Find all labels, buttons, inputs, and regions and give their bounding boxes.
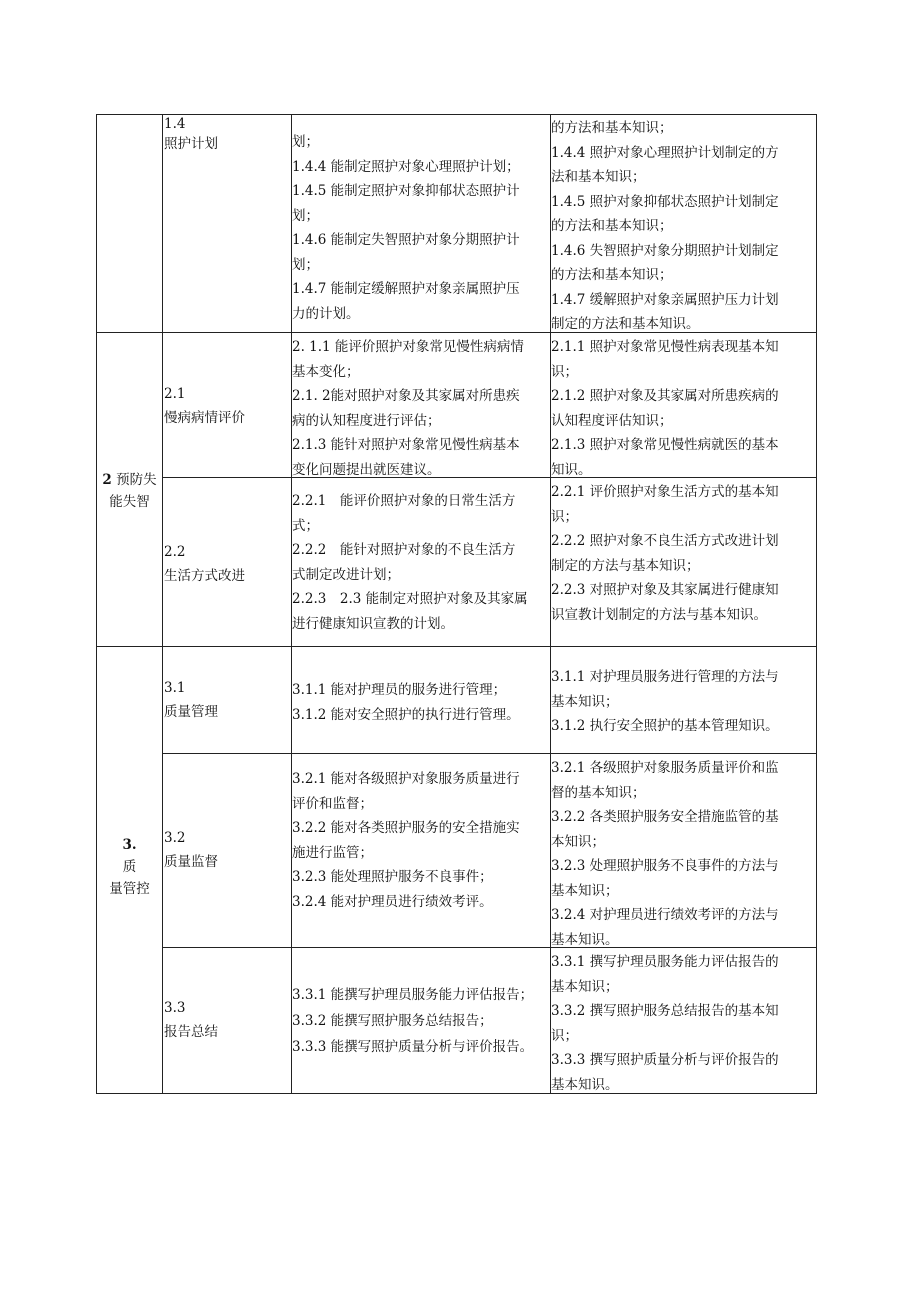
row-divider [162,753,817,754]
skill-line: 2.2.3 2.3 能制定对照护对象及其家属 [292,591,528,607]
skill-line: 3.2.1 能对各级照护对象服务质量进行 [292,771,520,787]
skill-line: 2.2.2 能针对照护对象的不良生活方 [292,542,516,558]
knowledge-line: 3.2.3 处理照护服务不良事件的方法与 [551,858,779,874]
sub-unit-name: 质量管理 [164,704,218,720]
skill-line: 变化问题提出就医建议。 [292,461,441,477]
sub-unit-number: 1.4 [164,116,186,132]
skill-line: 1.4.6 能制定失智照护对象分期照护计 [292,232,520,248]
knowledge-line: 3.3.3 撰写照护质量分析与评价报告的 [551,1052,779,1068]
skill-line: 3.1.1 能对护理员的服务进行管理； [292,682,507,698]
knowledge-line: 1.4.5 照护对象抑郁状态照护计划制定 [551,193,779,210]
skills-cell [292,489,550,636]
sub-unit-cell [163,382,291,430]
knowledge-line: 3.1.1 对护理员服务进行管理的方法与 [551,669,779,685]
domain-title-line: 量管控 [109,881,150,897]
domain-number: 3. [122,837,137,853]
sub-unit-name: 质量监督 [164,854,218,870]
skill-line: 3.2.4 能对护理员进行绩效考评。 [292,893,493,910]
knowledge-line: 1.4.6 失智照护对象分期照护计划制定 [551,242,779,259]
row-divider [162,477,817,478]
skill-line: 评价和监督； [292,795,373,812]
domain-title-line: 质 [122,859,137,875]
knowledge-cell [551,116,816,332]
skill-line: 3.2.3 能处理照护服务不良事件； [292,869,493,885]
competency-table [96,114,817,1094]
knowledge-line: 基本知识； [551,978,619,995]
skill-line: 式制定改进计划； [292,566,400,583]
knowledge-line: 制定的方法与基本知识； [551,557,700,574]
knowledge-line: 1.4.7 缓解照护对象亲属照护压力计划 [551,291,779,308]
skills-cell [292,982,550,1060]
skill-line: 力的计划。 [292,305,360,322]
skill-line: 划； [292,134,319,150]
knowledge-line: 本知识； [551,833,605,850]
knowledge-line: 2.2.3 对照护对象及其家属进行健康知 [551,582,779,598]
skills-cell [292,678,550,727]
knowledge-line: 2.1.1 照护对象常见慢性病表现基本知 [551,339,779,355]
knowledge-cell [551,480,816,627]
skill-line: 划； [292,256,319,273]
skill-line: 1.4.4 能制定照护对象心理照护计划； [292,158,520,175]
table-border-bottom [96,1093,817,1094]
skills-cell [292,767,550,914]
knowledge-line: 2.2.2 照护对象不良生活方式改进计划 [551,533,779,549]
skills-cell [292,335,550,477]
sub-unit-cell [163,676,291,724]
sub-unit-cell [163,114,291,332]
skill-line: 2.1.3 能针对照护对象常见慢性病基本 [292,437,520,453]
sub-unit-number: 3.1 [164,680,186,696]
sub-unit-cell [163,996,291,1044]
knowledge-line: 识； [551,363,578,380]
domain-title-line: 能失智 [109,494,150,510]
knowledge-cell [551,665,816,739]
skill-line: 2.2.1 能评价照护对象的日常生活方 [292,493,516,509]
skill-line: 3.3.2 能撰写照护服务总结报告； [292,1013,493,1029]
skill-line: 病的认知程度进行评估； [292,412,441,429]
table-border-left [96,114,97,1094]
knowledge-line: 基本知识。 [551,931,619,947]
domain-title-line: 2 预防失 [102,472,157,488]
knowledge-line: 1.4.4 照护对象心理照护计划制定的方 [551,144,779,161]
knowledge-line: 基本知识； [551,693,619,710]
skill-line: 进行健康知识宣教的计划。 [292,615,454,632]
knowledge-line: 的方法和基本知识； [551,267,673,283]
knowledge-line: 3.3.1 撰写护理员服务能力评估报告的 [551,954,779,970]
knowledge-line: 3.2.4 对护理员进行绩效考评的方法与 [551,907,779,923]
knowledge-line: 识； [551,508,578,525]
sub-unit-name: 报告总结 [164,1024,218,1040]
skill-line: 2. 1.1 能评价照护对象常见慢性病病情 [292,339,524,355]
sub-unit-number: 3.2 [164,830,186,846]
skill-line: 3.3.3 能撰写照护质量分析与评价报告。 [292,1039,534,1055]
knowledge-line: 基本知识。 [551,1076,619,1093]
knowledge-line: 知识。 [551,461,592,477]
knowledge-line: 2.1.2 照护对象及其家属对所患疾病的 [551,388,779,404]
domain-cell [97,834,162,900]
skill-line: 3.3.1 能撰写护理员服务能力评估报告； [292,987,534,1003]
sub-unit-name: 生活方式改进 [164,568,245,584]
knowledge-cell [551,756,816,947]
knowledge-cell [551,950,816,1093]
sub-unit-number: 3.3 [164,1000,186,1016]
knowledge-line: 识宣教计划制定的方法与基本知识。 [551,606,767,623]
sub-unit-number: 2.1 [164,386,186,402]
knowledge-line: 3.2.2 各类照护服务安全措施监管的基 [551,809,779,825]
skill-line: 1.4.7 能制定缓解照护对象亲属照护压 [292,281,520,297]
knowledge-line: 2.1.3 照护对象常见慢性病就医的基本 [551,437,779,453]
skill-line: 2.1. 2能对照护对象及其家属对所患疾 [292,388,520,404]
knowledge-line: 3.2.1 各级照护对象服务质量评价和监 [551,760,779,776]
knowledge-line: 识； [551,1027,578,1044]
skill-line: 3.1.2 能对安全照护的执行进行管理。 [292,706,520,723]
knowledge-cell [551,335,816,477]
sub-unit-cell [163,540,291,588]
skill-line: 式； [292,517,319,534]
sub-unit-name: 照护计划 [164,136,218,152]
row-divider [96,332,817,333]
knowledge-line: 基本知识； [551,882,619,899]
knowledge-line: 督的基本知识； [551,784,646,801]
sub-unit-number: 2.2 [164,544,186,560]
knowledge-line: 的方法和基本知识； [551,120,673,136]
domain-number: 2 [102,472,112,488]
domain-cell [97,469,162,513]
knowledge-line: 认知程度评估知识； [551,412,673,429]
skills-cell [292,130,550,326]
skill-line: 施进行监管； [292,844,373,861]
skill-line: 划； [292,207,319,224]
row-divider [162,947,817,948]
sub-unit-cell [163,826,291,874]
knowledge-line: 制定的方法和基本知识。 [551,316,700,332]
knowledge-line: 法和基本知识； [551,169,646,185]
knowledge-line: 3.3.2 撰写照护服务总结报告的基本知 [551,1003,779,1019]
knowledge-line: 3.1.2 执行安全照护的基本管理知识。 [551,718,779,734]
row-divider [96,646,817,647]
skill-line: 3.2.2 能对各类照护服务的安全措施实 [292,820,520,836]
sub-unit-name: 慢病病情评价 [164,410,245,426]
skill-line: 1.4.5 能制定照护对象抑郁状态照护计 [292,183,520,199]
knowledge-line: 2.2.1 评价照护对象生活方式的基本知 [551,484,779,500]
table-border-right [816,114,817,1094]
skill-line: 基本变化； [292,363,360,380]
knowledge-line: 的方法和基本知识； [551,218,673,234]
